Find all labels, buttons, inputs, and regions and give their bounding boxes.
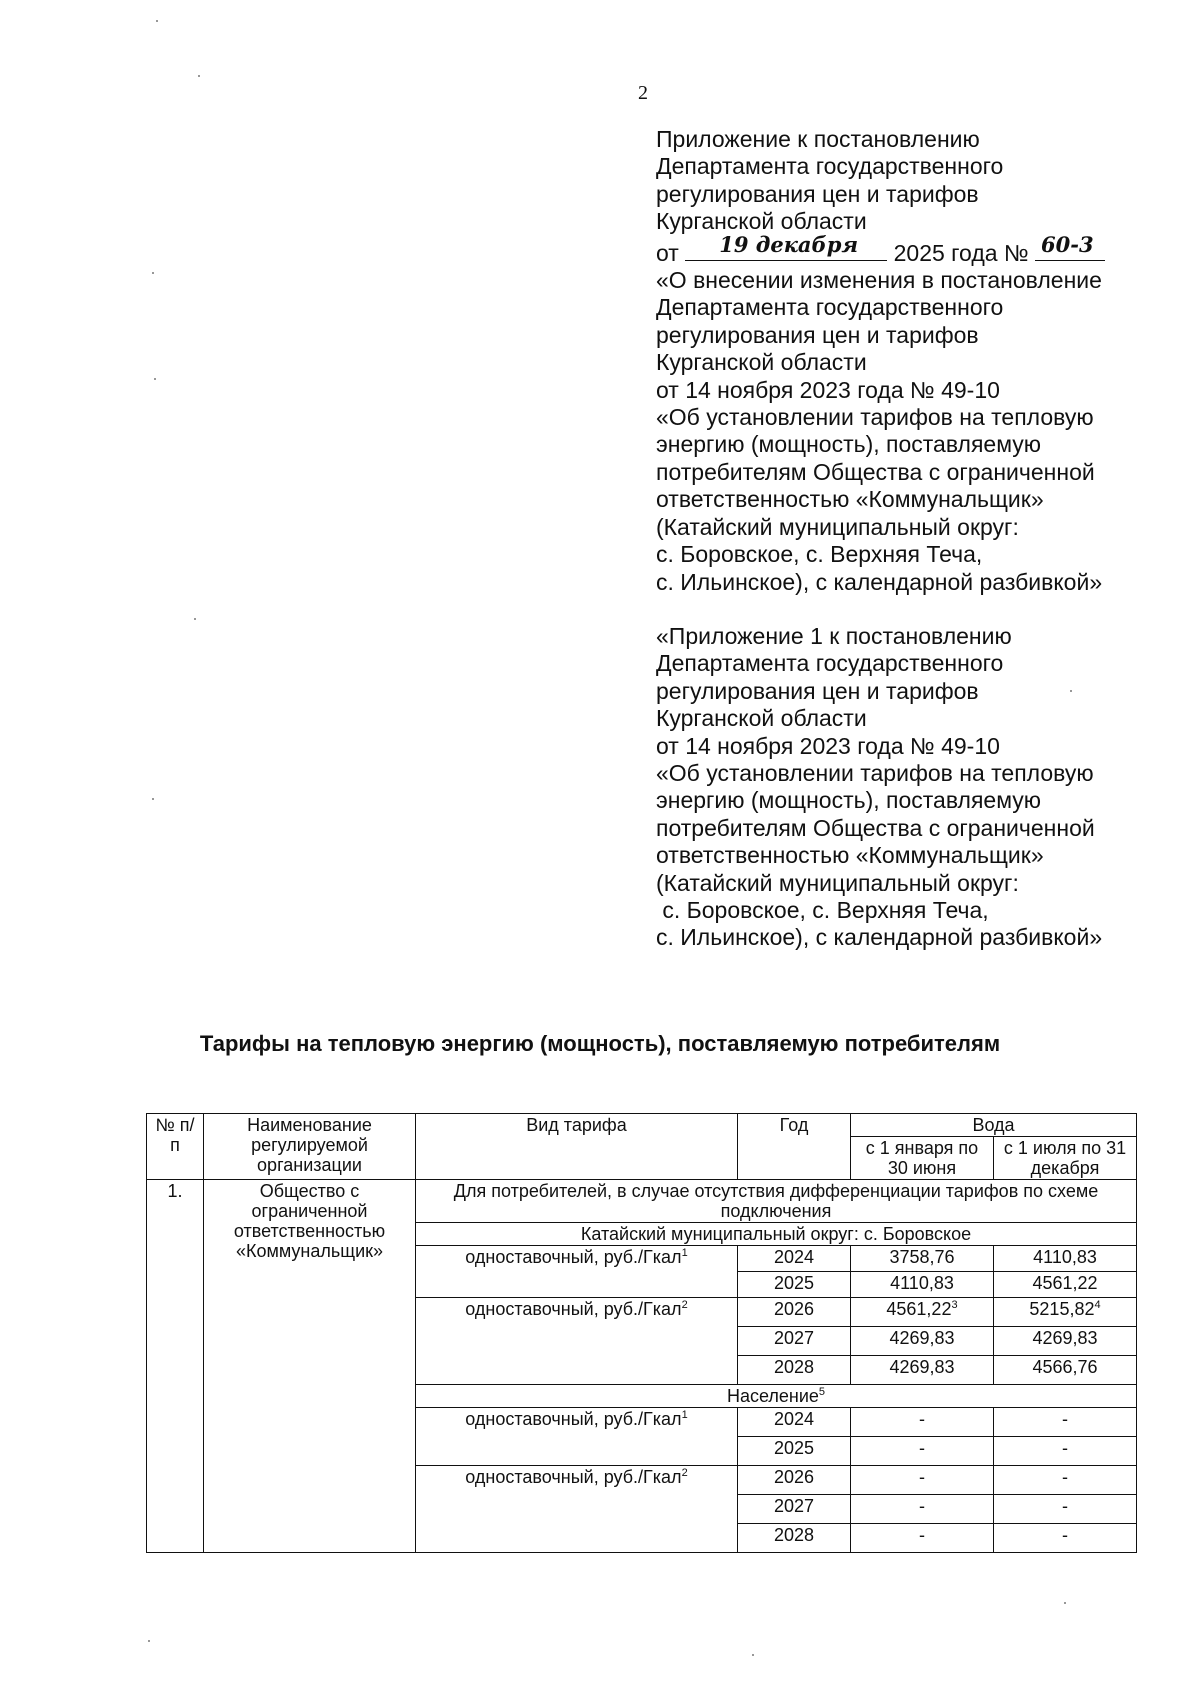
header-num: № п/п <box>147 1114 204 1180</box>
appendix-line: ответственностью «Коммунальщик» <box>656 842 1044 869</box>
header-period-2: с 1 июля по 31 декабря <box>994 1137 1137 1180</box>
value-cell: 4269,83 <box>851 1356 994 1385</box>
appendix-line: с. Боровское, с. Верхняя Теча, <box>656 896 989 923</box>
tariff-label: одноставочный, руб./Гкал <box>465 1409 682 1429</box>
header-line: регулирования цен и тарифов <box>656 180 979 207</box>
table-header-row <box>147 1114 1137 1137</box>
date-line <box>656 231 1156 267</box>
scan-speck <box>194 618 196 620</box>
footnote-mark: 3 <box>951 1299 958 1311</box>
header-water: Вода <box>851 1114 1137 1137</box>
scan-speck <box>154 378 156 380</box>
header-line: с. Боровское, с. Верхняя Теча, <box>656 541 983 568</box>
date-prefix: от <box>656 239 679 266</box>
value-cell: - <box>851 1408 994 1437</box>
handwritten-number: 60-3 <box>1041 231 1094 257</box>
header-line: потребителям Общества с ограниченной <box>656 458 1095 485</box>
scan-speck <box>152 272 154 274</box>
appendix-line: «Об установлении тарифов на тепловую <box>656 759 1094 786</box>
value-cell <box>994 1298 1137 1327</box>
organization-name: Общество с ограниченной ответственностью «Коммунальщик» <box>204 1180 416 1553</box>
header-line: с. Ильинское), с календарной разбивкой» <box>656 568 1103 595</box>
footnote-mark: 1 <box>681 1409 688 1421</box>
year-cell: 2024 <box>738 1246 851 1272</box>
value-cell: 4269,83 <box>994 1327 1137 1356</box>
header-org: Наименование регулируемой организации <box>204 1114 416 1180</box>
value-cell: - <box>994 1524 1137 1553</box>
year-cell: 2027 <box>738 1327 851 1356</box>
value-cell: - <box>851 1466 994 1495</box>
footnote-mark: 2 <box>681 1467 688 1479</box>
tariff-type-cell <box>416 1466 738 1553</box>
section-title: Для потребителей, в случае отсутствия дифференциации тарифов по схеме подключения <box>416 1180 1137 1223</box>
header-period-1: с 1 января по 30 июня <box>851 1137 994 1180</box>
header-line: (Катайский муниципальный округ: <box>656 513 1019 540</box>
section-title <box>416 1385 1137 1408</box>
header-tariff-type: Вид тарифа <box>416 1114 738 1180</box>
header-line: от 14 ноября 2023 года № 49-10 <box>656 376 1000 403</box>
handwritten-date: 19 декабря <box>719 231 859 257</box>
year-cell: 2024 <box>738 1408 851 1437</box>
appendix-line: от 14 ноября 2023 года № 49-10 <box>656 732 1000 759</box>
header-line: «Об установлении тарифов на тепловую <box>656 404 1094 431</box>
value-cell: - <box>994 1437 1137 1466</box>
tariff-type-cell <box>416 1246 738 1298</box>
scan-speck <box>1064 1602 1066 1604</box>
tariffs-table <box>146 1113 1137 1553</box>
year-cell: 2028 <box>738 1524 851 1553</box>
row-number: 1. <box>147 1180 204 1553</box>
value-cell: - <box>851 1524 994 1553</box>
value-cell: 4269,83 <box>851 1327 994 1356</box>
appendix-line: Департамента государственного <box>656 650 1004 677</box>
value-cell: 4110,83 <box>994 1246 1137 1272</box>
appendix-line: (Катайский муниципальный округ: <box>656 869 1019 896</box>
footnote-mark: 1 <box>681 1247 688 1259</box>
header-year: Год <box>738 1114 851 1180</box>
scan-speck <box>752 1654 754 1656</box>
appendix-line: с. Ильинское), с календарной разбивкой» <box>656 924 1103 951</box>
scan-speck <box>148 1640 150 1642</box>
year-cell: 2025 <box>738 1437 851 1466</box>
tariff-label: одноставочный, руб./Гкал <box>465 1467 682 1487</box>
section-subtitle: Катайский муниципальный округ: с. Боровское <box>416 1223 1137 1246</box>
number-field <box>1035 231 1105 261</box>
appendix-line: «Приложение 1 к постановлению <box>656 622 1012 649</box>
appendix-header <box>656 126 1156 952</box>
scan-speck <box>152 798 154 800</box>
header-line: ответственностью «Коммунальщик» <box>656 486 1044 513</box>
value-text: 5215,82 <box>1029 1299 1095 1319</box>
table-row <box>147 1180 1137 1223</box>
appendix-line: регулирования цен и тарифов <box>656 677 979 704</box>
value-cell: - <box>851 1437 994 1466</box>
scan-speck <box>156 20 158 22</box>
header-line: Департамента государственного <box>656 153 1004 180</box>
section-title-text: Население <box>726 1386 819 1406</box>
year-cell: 2027 <box>738 1495 851 1524</box>
header-line: «О внесении изменения в постановление <box>656 267 1102 294</box>
value-cell: 4561,22 <box>994 1272 1137 1298</box>
table-title: Тарифы на тепловую энергию (мощность), поставляемую потребителям <box>199 1031 1001 1056</box>
header-line: Департамента государственного <box>656 294 1004 321</box>
value-cell <box>851 1298 994 1327</box>
tariff-type-cell <box>416 1298 738 1385</box>
year-cell: 2026 <box>738 1298 851 1327</box>
footnote-mark: 4 <box>1094 1299 1101 1311</box>
value-cell: 3758,76 <box>851 1246 994 1272</box>
year-cell: 2025 <box>738 1272 851 1298</box>
tariff-type-cell <box>416 1408 738 1466</box>
year-cell: 2026 <box>738 1466 851 1495</box>
appendix-line: энергию (мощность), поставляемую <box>656 787 1042 814</box>
value-cell: - <box>994 1466 1137 1495</box>
page-number: 2 <box>638 82 648 104</box>
year-cell: 2028 <box>738 1356 851 1385</box>
header-line: регулирования цен и тарифов <box>656 321 979 348</box>
year-text: 2025 года № <box>893 239 1029 266</box>
tariff-label: одноставочный, руб./Гкал <box>465 1299 682 1319</box>
value-cell: - <box>994 1408 1137 1437</box>
scan-speck <box>198 75 200 77</box>
date-field <box>685 231 887 261</box>
footnote-mark: 2 <box>681 1299 688 1311</box>
scan-speck <box>1070 690 1072 692</box>
appendix-line: потребителям Общества с ограниченной <box>656 814 1095 841</box>
value-cell: - <box>851 1495 994 1524</box>
footnote-mark: 5 <box>818 1386 826 1398</box>
tariff-label: одноставочный, руб./Гкал <box>465 1247 682 1267</box>
appendix-line: Курганской области <box>656 705 867 732</box>
value-cell: - <box>994 1495 1137 1524</box>
header-line: энергию (мощность), поставляемую <box>656 431 1042 458</box>
header-line: Приложение к постановлению <box>656 126 980 152</box>
value-text: 4561,22 <box>886 1299 952 1319</box>
value-cell: 4110,83 <box>851 1272 994 1298</box>
value-cell: 4566,76 <box>994 1356 1137 1385</box>
header-line: Курганской области <box>656 208 867 235</box>
header-line: Курганской области <box>656 349 867 376</box>
